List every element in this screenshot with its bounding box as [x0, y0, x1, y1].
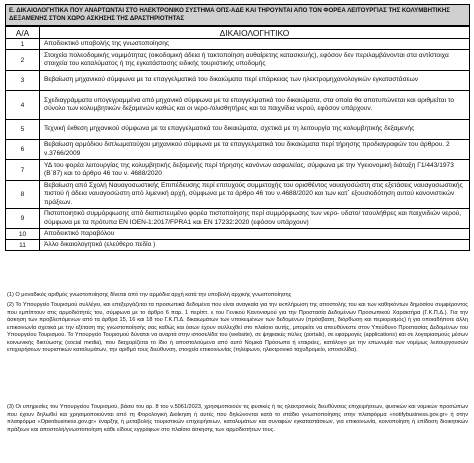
- row-document-text: ΥΔ του φορέα λειτουργίας της κολυμβητικής δεξαμενής περί τήρησης κανόνων ασφαλείας, σύμφωνα με την Υγειονομική διάταξη Γ1/443/1973 (Β΄87) και το άρθρο 46 του ν. 4688/2020: [40, 160, 470, 181]
- row-number: 7: [6, 160, 40, 181]
- table-row: [6, 120, 470, 140]
- section-header: Ε. ΔΙΚΑΙΟΛΟΓΗΤΙΚΑ ΠΟΥ ΑΝΑΡΤΩΝΤΑΙ ΣΤΟ ΗΛΕΚΤΡΟΝΙΚΟ ΣΥΣΤΗΜΑ ΟΠΣ-ΑΔΕ ΚΑΙ ΤΗΡΟΥΝΤΑΙ ΑΠΟ ΤΟΝ ΦΟΡΕΑ ΛΕΙΤΟΥΡΓΙΑΣ ΤΗΣ ΚΟΛΥΜΒΗΤΙΚΗΣ ΔΕΞΑΜΕΝΗΣ ΣΤΟΝ ΧΩΡΟ ΑΣΚΗΣΗΣ ΤΗΣ ΔΡΑΣΤΗΡΙΟΤΗΤΑΣ: [5, 4, 470, 26]
- row-document-text: Στοιχεία πολεοδομικής νομιμότητας (οικοδομική άδεια ή τακτοποίηση αυθαίρετης κατασκευής), εφόσον δεν περιλαμβάνονται στα αντίστοιχα στοιχεία του καταλύματος ή της εγκατάστασης ειδικής τουριστικής υποδομής: [40, 50, 470, 71]
- table-row: [6, 160, 470, 181]
- row-number: 9: [6, 209, 40, 229]
- documents-section: [5, 4, 470, 251]
- row-number: 11: [6, 240, 40, 251]
- table-row: [6, 39, 470, 50]
- footnote-3: (3) Οι υπηρεσίες του Υπουργείου Τουρισμού, βάσει του αρ. 8 του ν.5061/2023, χρησιμοποιούν τις φυσικές ή τις ηλεκτρονικές διευθύνσεις επιχειρήσεων, φυσικών και νομικών προσώπων που έχουν δηλωθεί και χρησιμοποιούνται από τη Φορολογική Διοίκηση ή αυτές που δηλώνονται κατά το στάδιο γνωστοποίησης στην πλατφόρμα «notifybusiness.gov.gr» ή στην πλατφόρμα «Openbusiness.gov.gr» έναρξης ή μεταβολής τουριστικών επιχειρήσεων, καταλυμάτων και συναφών εγκαταστάσεων, για επικοινωνία, κοινοποίηση ή επίδοση διοικητικών πράξεων και αποστολή/γνωστοποίηση κάθε είδους εγγράφων στο πλαίσιο άσκησης των αρμοδιοτήτων τους.: [7, 404, 468, 433]
- row-number: 5: [6, 120, 40, 140]
- table-row: [6, 240, 470, 251]
- column-header-aa: Α/Α: [6, 27, 40, 39]
- row-number: 1: [6, 39, 40, 50]
- table-row: [6, 209, 470, 229]
- table-row: [6, 229, 470, 240]
- table-header-row: [6, 27, 470, 39]
- table-row: [6, 71, 470, 91]
- footnote-1: (1) Ο μοναδικός αριθμός γνωστοποίησης δίνεται από την αρμόδια αρχή κατά την υποβολή αρχικής γνωστοποίησης: [7, 292, 292, 298]
- row-document-text: Άλλο δικαιολογητικό (ελεύθερο πεδίο ): [40, 240, 470, 251]
- table-row: [6, 181, 470, 209]
- row-number: 10: [6, 229, 40, 240]
- row-number: 8: [6, 181, 40, 209]
- row-document-text: Αποδεικτικό παραβόλου: [40, 229, 470, 240]
- column-header-document: ΔΙΚΑΙΟΛΟΓΗΤΙΚΟ: [40, 27, 470, 39]
- row-document-text: Τεχνική έκθεση μηχανικού σύμφωνα με τα επαγγελματικά του δικαιώματα, σχετικά με τη λειτουργία της κολυμβητικής δεξαμενής: [40, 120, 470, 140]
- row-document-text: Αποδεικτικό υποβολής της γνωστοποίησης: [40, 39, 470, 50]
- row-number: 2: [6, 50, 40, 71]
- footnote-2: (2) Το Υπουργείο Τουρισμού συλλέγει, και επεξεργάζεται τα προσωπικά δεδομένα που είναι αναγκαία για την εκπλήρωση της αποστολής του και των καθηκόντων δημοσίου συμφέροντος που εμπίπτουν στις αρμοδιότητές του, σύμφωνα με το άρθρο 6 παρ. 1 περίπτ. ε του Γενικού Κανονισμού για την Προστασία Δεδομένων Προσωπικού Χαρακτήρα (Γ.Κ.Π.Δ.). Για την άσκηση των προβλεπόμενων από τα άρθρα 15, 16 και 18 του Γ.Κ.Π.Δ. δικαιωμάτων των υποκειμένων των δεδομένων (πρόσβαση, διόρθωση και περιορισμός) ή για οποιαδήποτε άλλη επικοινωνία σχετικά με την εξέταση της γνωστοποίησής σας καθώς και όσων έχουν συλλεχθεί στο πλαίσιο αυτής, μπορείτε να απευθύνεστε στον Υπεύθυνο Προστασίας Δεδομένων του Υπουργείου Τουρισμού. Το Υπουργείο Τουρισμού δύναται να αναρτά στην ιστοσελίδα του (website), σε ψηφιακές πύλες (portals), σε εφαρμογές (applications) και σε λογαριασμούς μέσων κοινωνικής δικτύωσης (social media), που διαχειρίζεται το ίδιο ή αποστολούμενα από αυτό Νομικά Πρόσωπα ή εταιρείες, κατάλογο με την επωνυμία των νομίμως λειτουργουσών επιχειρήσεων τουριστικών καταλυμάτων, την αριθμό τους διεύθυνση, στοιχεία επικοινωνίας (τηλέφωνο, ηλεκτρονικό ταχυδρομείο, ιστοσελίδα).: [7, 302, 468, 353]
- table-row: [6, 50, 470, 71]
- row-document-text: Πιστοποιητικό συμμόρφωσης από διαπιστευμένο φορέα πιστοποίησης περί συμμόρφωσης των νερο- υδατο/ τσουλήθρες και παιχνιδιών νερού, σύμφωνα με τα πρότυπα ΕΝ ΙΟΕΝ-1:2017/FPRA1 και ΕΝ 17232:2020 (εφόσον υπάρχουν): [40, 209, 470, 229]
- row-document-text: Βεβαίωση αρμόδιου διπλωματούχου μηχανικού σύμφωνα με τα επαγγελματικά του δικαιώματα περί τήρησης προδιαγραφών του άρθρου. 2 ν.3766/2009: [40, 140, 470, 160]
- table-row: [6, 140, 470, 160]
- row-document-text: Βεβαίωση μηχανικού σύμφωνα με τα επαγγελματικά του δικαιώματα περί επάρκειας των ηλεκτρομηχανολογικών εγκαταστάσεων: [40, 71, 470, 91]
- row-number: 3: [6, 71, 40, 91]
- row-document-text: Σχεδιαγράμματα υπογεγραμμένα από μηχανικό σύμφωνα με τα επαγγελματικά του δικαιώματα, στα οποία θα αποτυπώνεται και αριθμείται το σύνολο των κολυμβητικών δεξαμενών καθώς και οι νερο-/ολισθητήρες και τα παιχνίδια νερού, εφόσον υπάρχουν.: [40, 91, 470, 120]
- row-number: 6: [6, 140, 40, 160]
- table-row: [6, 91, 470, 120]
- row-number: 4: [6, 91, 40, 120]
- documents-table: [5, 26, 470, 251]
- row-document-text: Βεβαίωση από Σχολή Ναυαγοσωστικής Επιπέδευσης περί επιτυχούς συμμετοχής του ορισθέντος ναυαγοσώστη στις εξετάσεις ναυαγοσωστικής πιστού ή άδεια ναυαγοσώστη από λιμενική αρχή, σύμφωνα με το άρθρο 46 του ν.4688/2020 και των κατ΄ εξουσιοδότηση αυτού κανονιστικών πράξεων.: [40, 181, 470, 209]
